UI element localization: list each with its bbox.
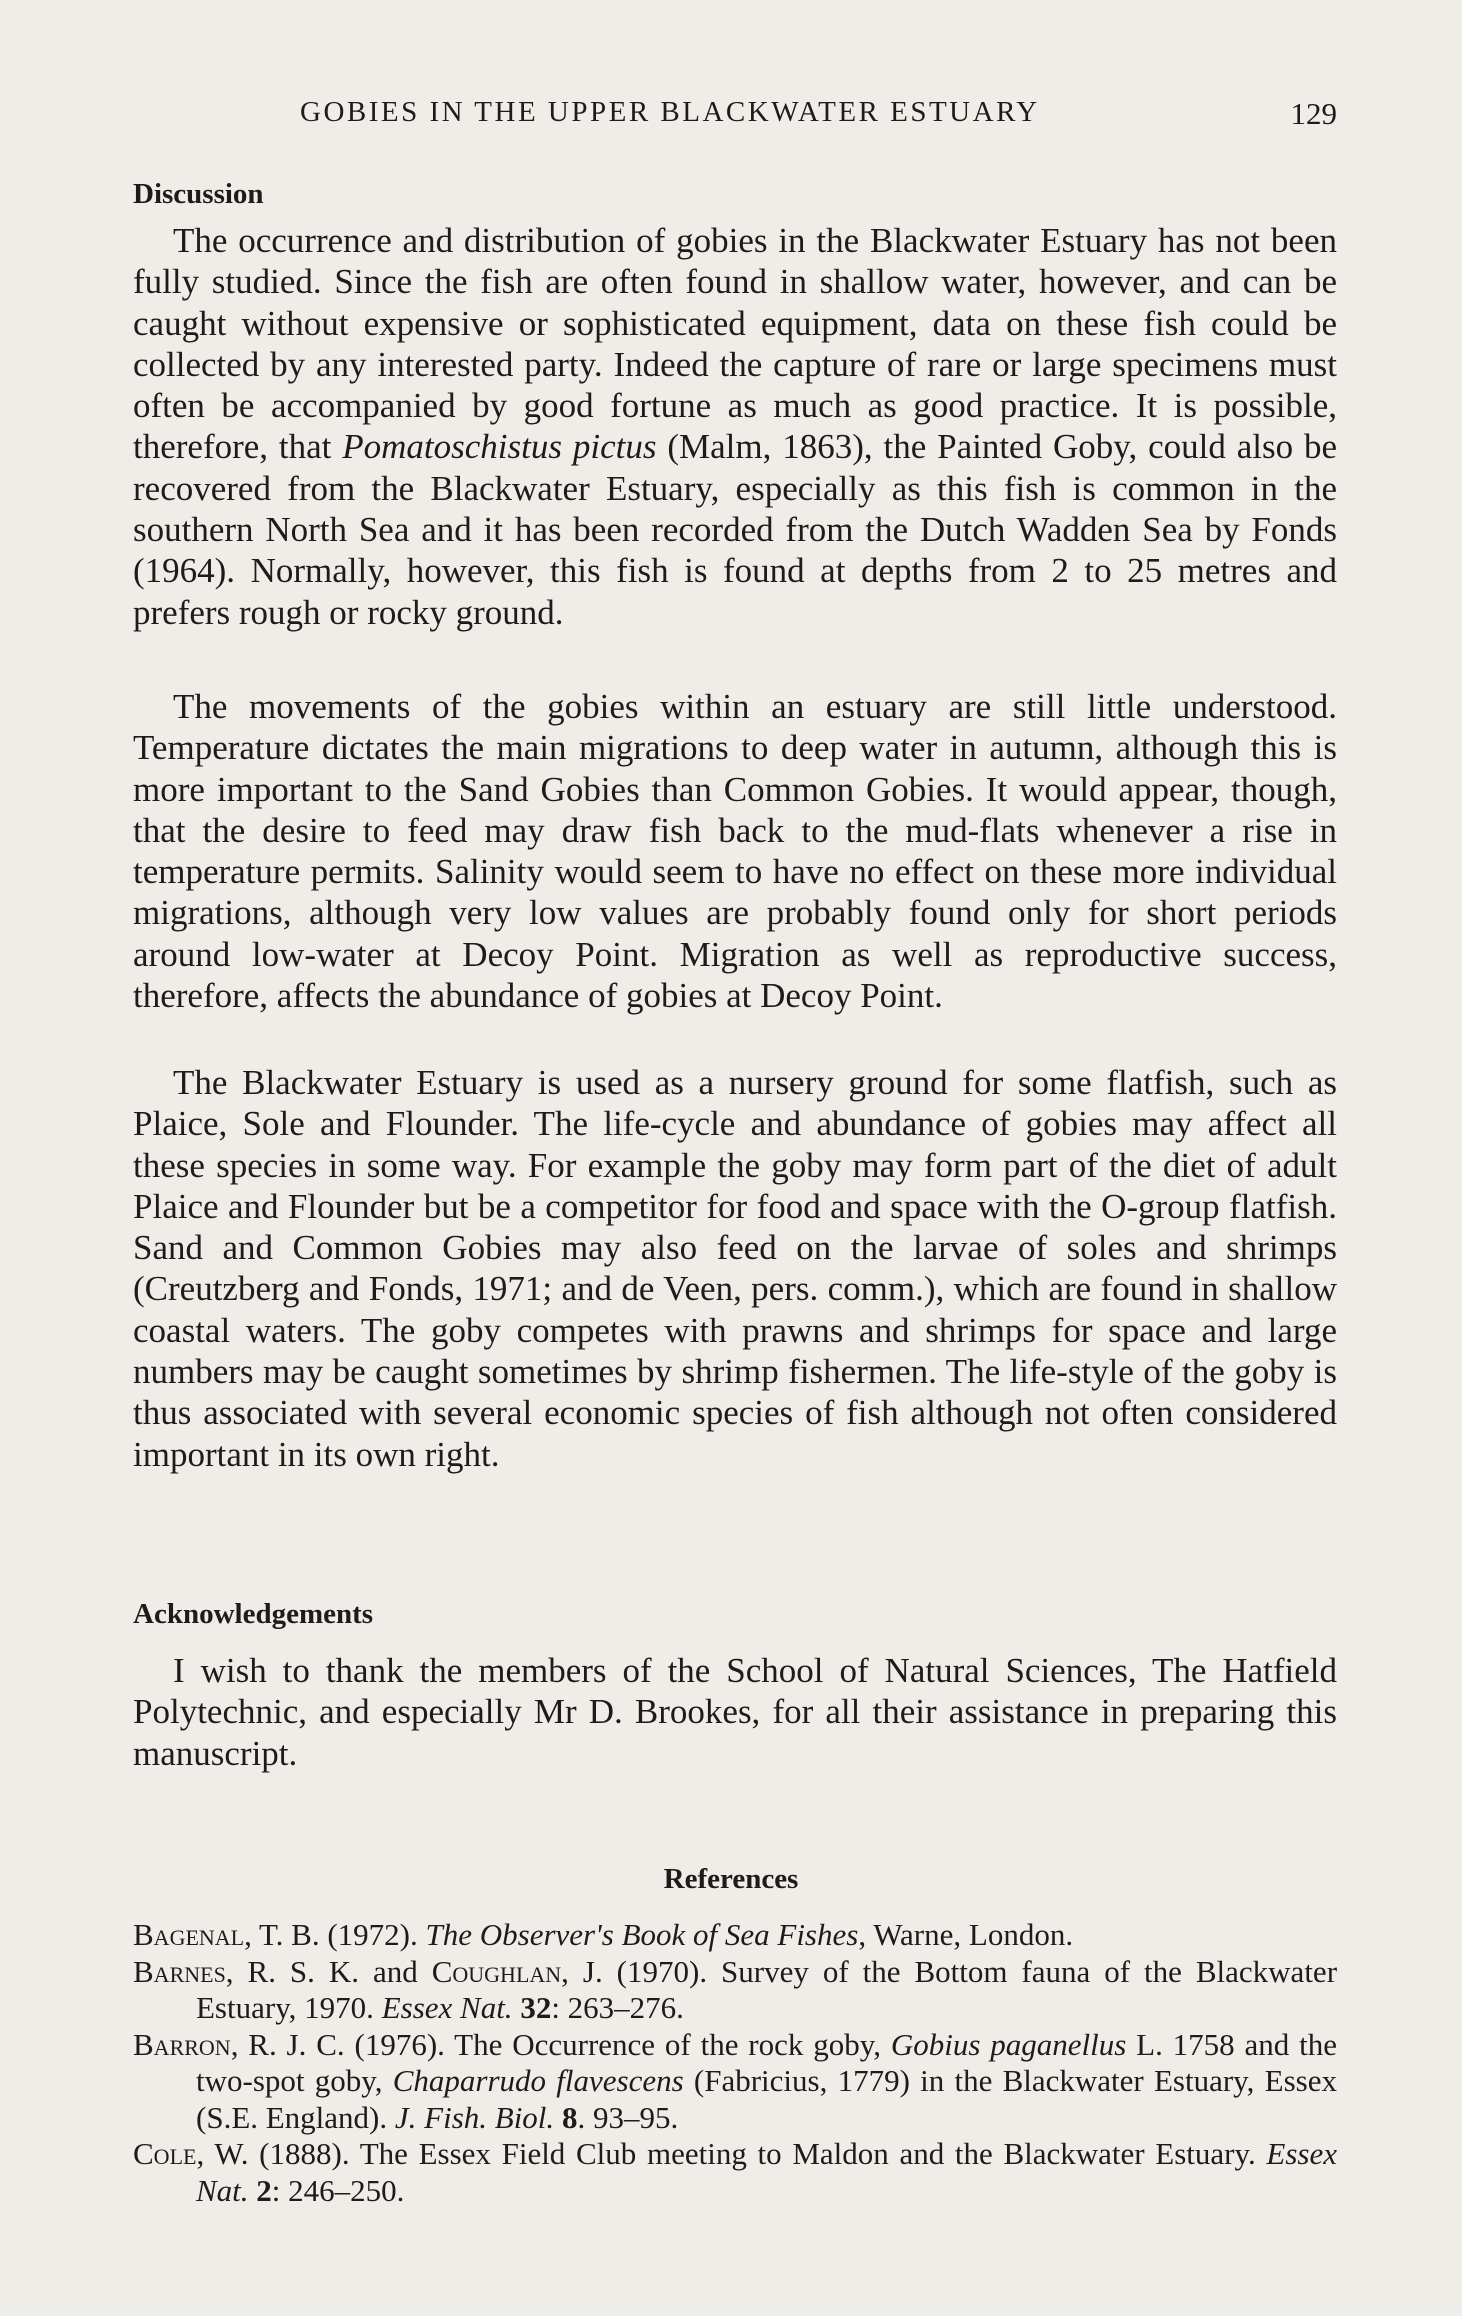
text-run: , Warne, London. bbox=[858, 1917, 1074, 1952]
text-run: (1972). bbox=[319, 1917, 426, 1952]
discussion-paragraph-1 bbox=[133, 220, 1337, 633]
species-name: Gobius paganellus bbox=[890, 2026, 1127, 2062]
reference-journal: Essex Nat. bbox=[196, 2136, 1337, 2208]
acknowledgements-paragraph: I wish to thank the members of the School of Natural Sciences, The Hatfield Polytechnic, and especially Mr D. Brookes, for all their assistance in preparing this manuscript. bbox=[133, 1651, 1337, 1773]
text-run: L. 1758 and the two-spot goby, bbox=[196, 2026, 1337, 2098]
reference-volume: 8 bbox=[554, 2099, 578, 2135]
acknowledgements-heading: Acknowledgements bbox=[133, 1598, 374, 1630]
reference-item bbox=[133, 2136, 1337, 2209]
text-run: The occurrence and distribution of gobies in the Blackwater Estuary has not been fully studied. Since the fish are often found in shallow water, however, and can be caught without expensive or sophisticated equipment, data on these fish could be collected by any interested party. Indeed the capture of rare or large specimens must often be accompanied by good fortune as much as good practice. It is possible, therefore, that bbox=[133, 221, 1337, 467]
reference-journal: Essex Nat. bbox=[381, 1990, 513, 2025]
references-heading: References bbox=[663, 1863, 799, 1895]
reference-item bbox=[133, 1954, 1337, 2027]
species-name: Pomatoschistus pictus bbox=[342, 427, 657, 467]
reference-journal: J. Fish. Biol. bbox=[394, 2099, 555, 2135]
reference-author: Cole, W. bbox=[133, 2136, 249, 2171]
page-number: 129 bbox=[1290, 96, 1337, 131]
reference-author: Bagenal, T. B. bbox=[133, 1917, 320, 1952]
reference-list bbox=[133, 1917, 1337, 2209]
reference-item bbox=[133, 1917, 1337, 1954]
reference-author: Barnes, R. S. K. bbox=[133, 1953, 360, 1989]
text-run: . 93–95. bbox=[577, 2099, 679, 2135]
text-run: (Malm, 1863), the Painted Goby, could also be recovered from the Blackwater Estuary, especially as this fish is common in the southern North Sea and it has been recorded from the Dutch Wadden Sea by Fonds (1964). Normally, however, this fish is found at depths from 2 to 25 metres and prefers rough or rocky ground. bbox=[133, 427, 1337, 632]
text-run: : 246–250. bbox=[271, 2172, 405, 2208]
text-run: (Fabricius, 1779) in the Blackwater Estuary, Essex (S.E. England). bbox=[196, 2063, 1337, 2135]
discussion-paragraph-3: The Blackwater Estuary is used as a nursery ground for some flatfish, such as Plaice, Sole and Flounder. The life-cycle and abundance of gobies may affect all these species in some way. For example the goby may form part of the diet of adult Plaice and Flounder but be a competitor for food and space with the O-group flatfish. Sand and Common Gobies may also feed on the larvae of soles and shrimps (Creutzberg and Fonds, 1971; and de Veen, pers. comm.), which are found in shallow coastal waters. The goby competes with prawns and shrimps for space and large numbers may be caught sometimes by shrimp fishermen. The life-style of the goby is thus associated with several economic species of fish although not often considered important in its own right. bbox=[133, 1063, 1337, 1474]
discussion-heading: Discussion bbox=[133, 178, 264, 210]
species-name: Chaparrudo flavescens bbox=[392, 2063, 684, 2098]
text-run: and bbox=[359, 1953, 432, 1989]
reference-author: Coughlan, J. bbox=[431, 1953, 603, 1989]
reference-author: Barron, R. J. C. bbox=[133, 2026, 345, 2062]
discussion-paragraph-2: The movements of the gobies within an estuary are still little understood. Temperature dictates the main migrations to deep water in autumn, although this is more important to the Sand Gobies than Common Gobies. It would appear, though, that the desire to feed may draw fish back to the mud-flats whenever a rise in temperature permits. Salinity would seem to have no effect on these more individual migrations, although very low values are probably found only for short periods around low-water at Decoy Point. Migration as well as reproductive success, therefore, affects the abundance of gobies at Decoy Point. bbox=[133, 687, 1337, 1016]
reference-volume: 32 bbox=[512, 1990, 552, 2025]
text-run: : 263–276. bbox=[551, 1990, 684, 2025]
reference-volume: 2 bbox=[248, 2172, 272, 2208]
text-run: (1888). The Essex Field Club meeting to Maldon and the Blackwater Estuary. bbox=[248, 2136, 1267, 2171]
text-run: (1970). Survey of the Bottom fauna of the Blackwater Estuary, 1970. bbox=[196, 1953, 1338, 2025]
reference-item bbox=[133, 2027, 1337, 2137]
text-run: (1976). The Occurrence of the rock goby, bbox=[344, 2026, 891, 2062]
reference-title: The Observer's Book of Sea Fishes bbox=[425, 1917, 859, 1952]
running-title: GOBIES IN THE UPPER BLACKWATER ESTUARY bbox=[300, 96, 1040, 128]
